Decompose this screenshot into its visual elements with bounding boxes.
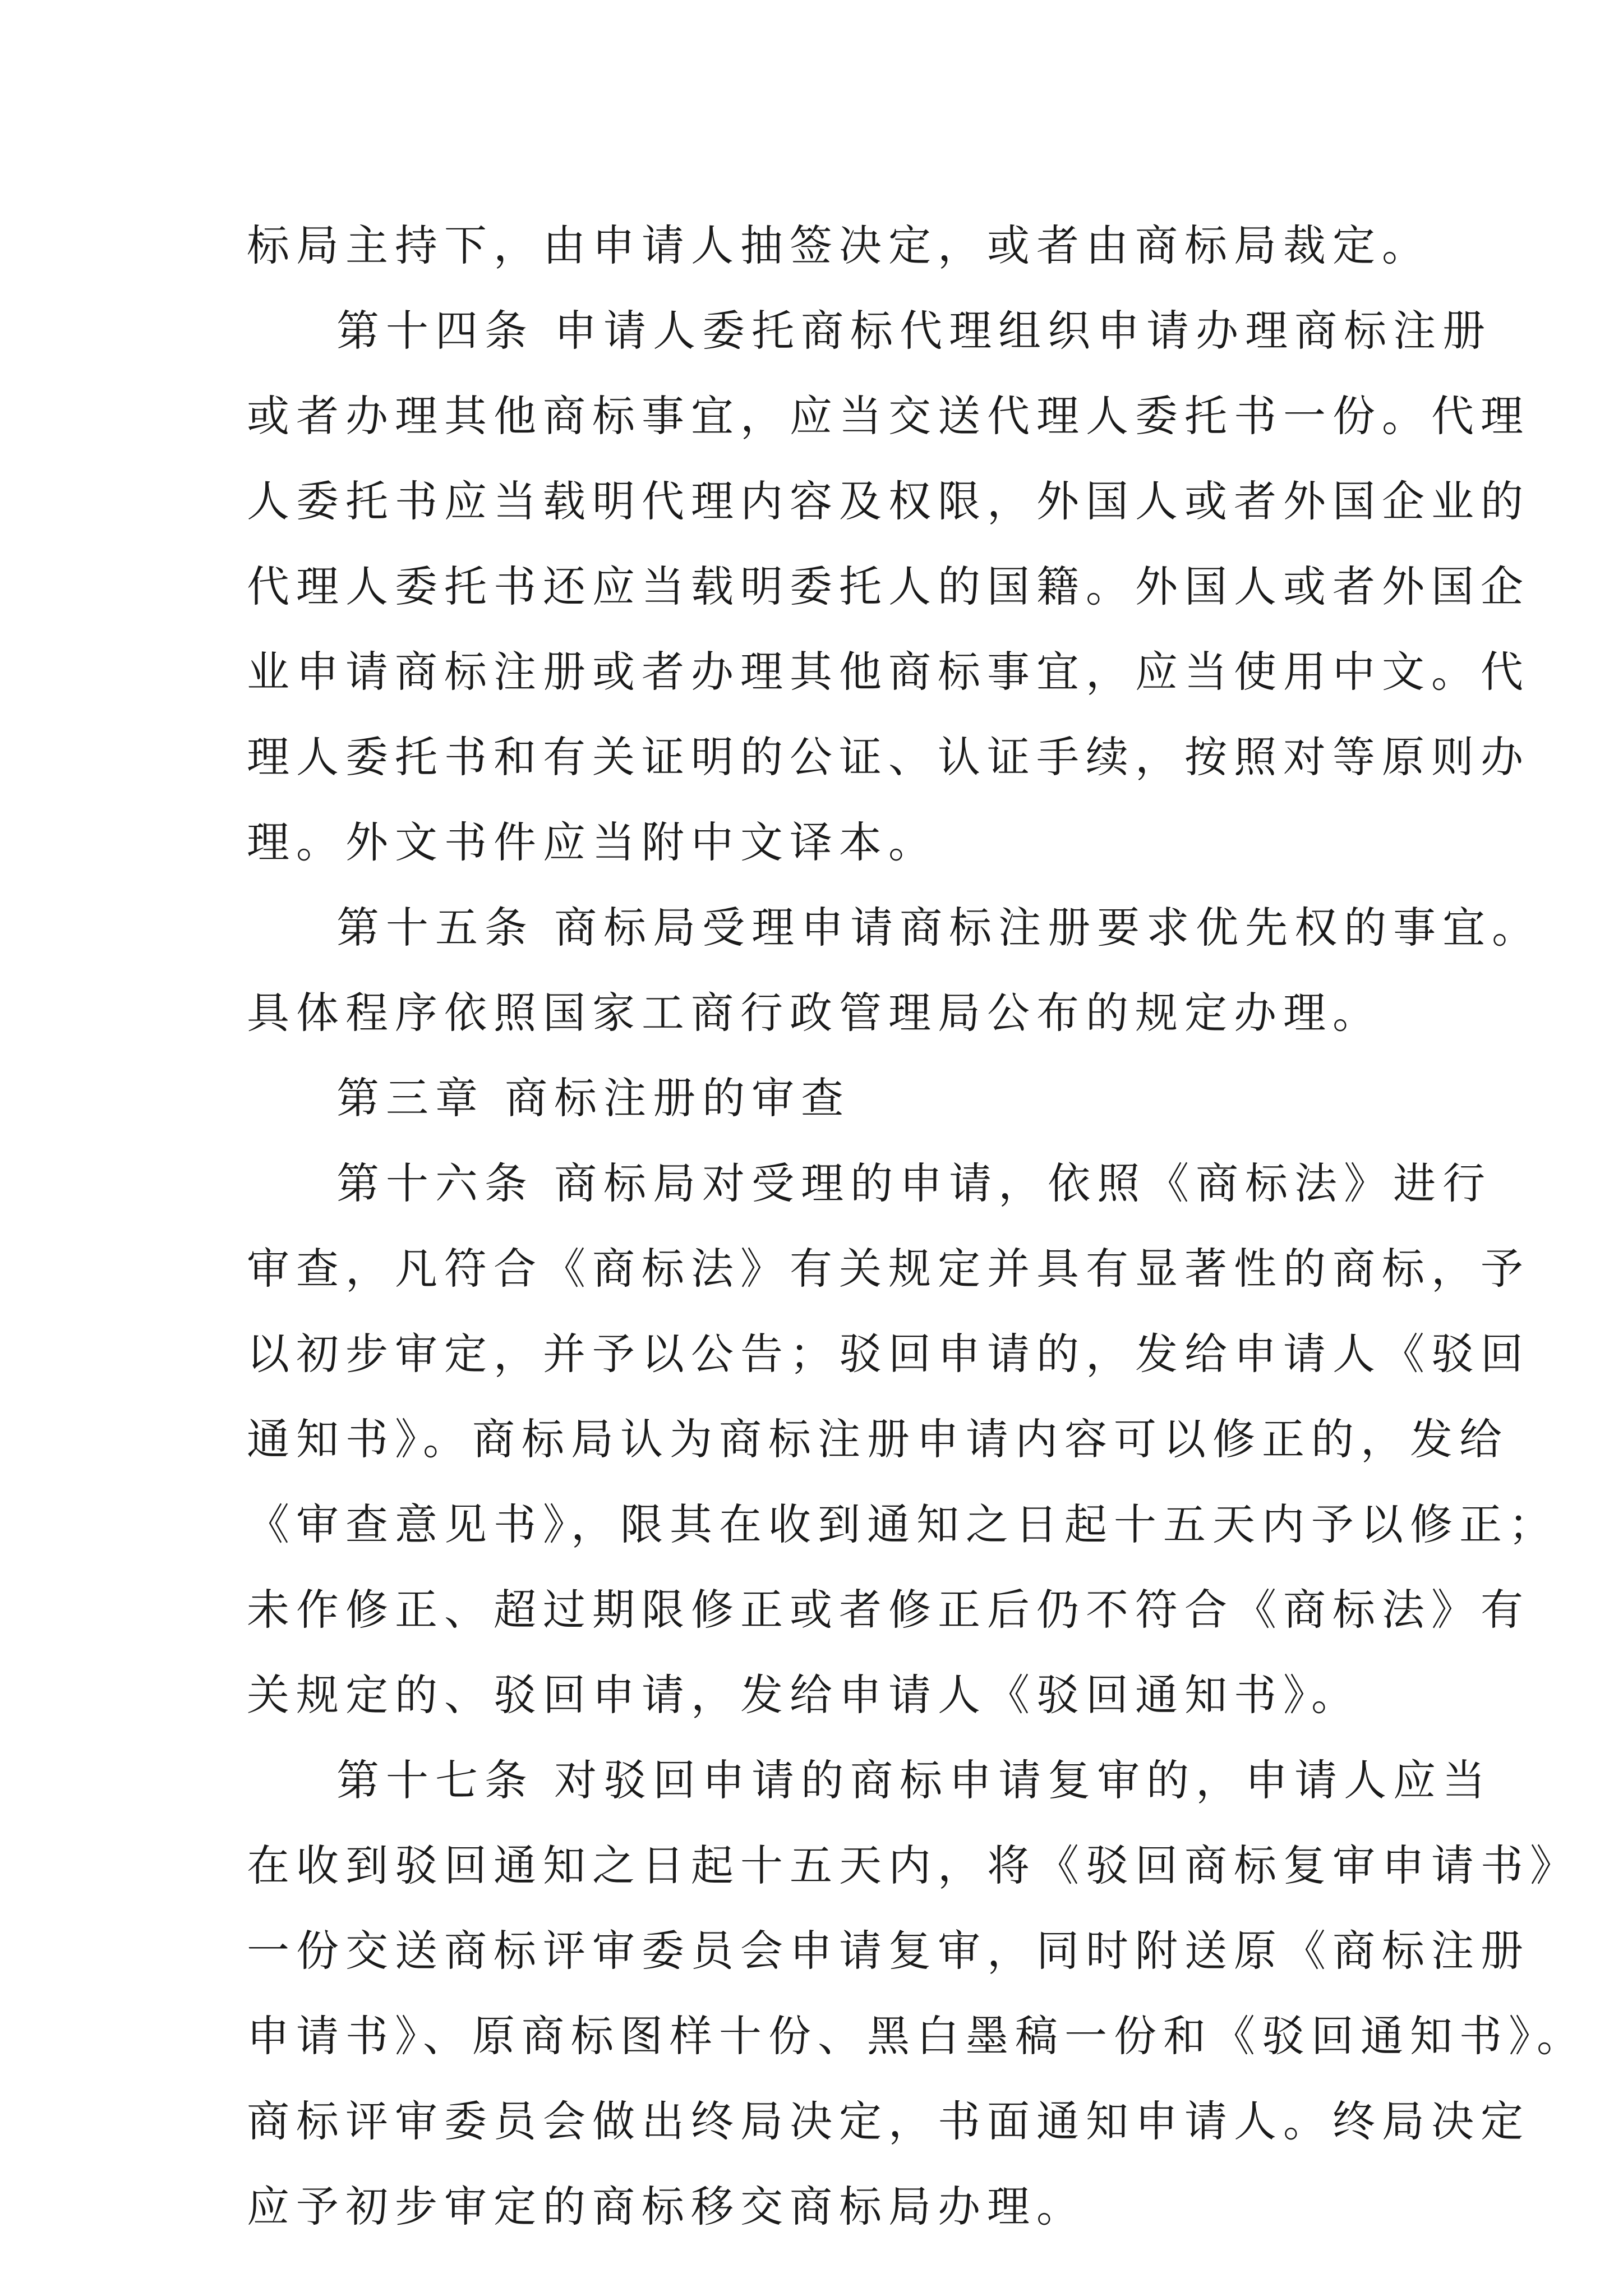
- text-line: 应予初步审定的商标移交商标局办理。: [247, 2182, 1086, 2231]
- text-line: 在收到驳回通知之日起十五天内，将《驳回商标复审申请书》: [247, 1841, 1579, 1890]
- text-line: 商标评审委员会做出终局决定，书面通知申请人。终局决定: [247, 2096, 1530, 2146]
- chapter-3-title: 第三章 商标注册的审查: [336, 1073, 851, 1123]
- text-line: 标局主持下，由申请人抽签决定，或者由商标局裁定。: [247, 220, 1431, 270]
- article-15-heading-line: 第十五条 商标局受理申请商标注册要求优先权的事宜。: [336, 903, 1542, 953]
- text-line: 以初步审定，并予以公告；驳回申请的，发给申请人《驳回: [247, 1329, 1530, 1379]
- text-line: 一份交送商标评审委员会申请复审，同时附送原《商标注册: [247, 1926, 1530, 1976]
- article-17-heading-line: 第十七条 对驳回申请的商标申请复审的，申请人应当: [336, 1755, 1492, 1805]
- text-line: 关规定的、驳回申请，发给申请人《驳回通知书》。: [247, 1670, 1361, 1720]
- text-line: 未作修正、超过期限修正或者修正后仍不符合《商标法》有: [247, 1585, 1530, 1635]
- text-line: 通知书》。商标局认为商标注册申请内容可以修正的，发给: [247, 1414, 1509, 1464]
- text-line: 代理人委托书还应当载明委托人的国籍。外国人或者外国企: [247, 562, 1530, 611]
- article-16-heading-line: 第十六条 商标局对受理的申请，依照《商标法》进行: [336, 1158, 1492, 1208]
- text-line: 或者办理其他商标事宜，应当交送代理人委托书一份。代理: [247, 391, 1530, 441]
- text-line: 审查，凡符合《商标法》有关规定并具有显著性的商标，予: [247, 1244, 1530, 1294]
- document-body: [247, 203, 1586, 2249]
- text-line: 《审查意见书》，限其在收到通知之日起十五天内予以修正；: [247, 1499, 1558, 1549]
- text-line: 理。外文书件应当附中文译本。: [247, 817, 938, 867]
- text-line: 理人委托书和有关证明的公证、认证手续，按照对等原则办: [247, 732, 1530, 782]
- text-line: 人委托书应当载明代理内容及权限，外国人或者外国企业的: [247, 476, 1530, 526]
- text-line: 具体程序依照国家工商行政管理局公布的规定办理。: [247, 988, 1382, 1038]
- text-line: 业申请商标注册或者办理其他商标事宜，应当使用中文。代: [247, 647, 1530, 697]
- article-14-heading-line: 第十四条 申请人委托商标代理组织申请办理商标注册: [336, 306, 1492, 356]
- text-line: 申请书》、原商标图样十份、黑白墨稿一份和《驳回通知书》。: [247, 2011, 1586, 2061]
